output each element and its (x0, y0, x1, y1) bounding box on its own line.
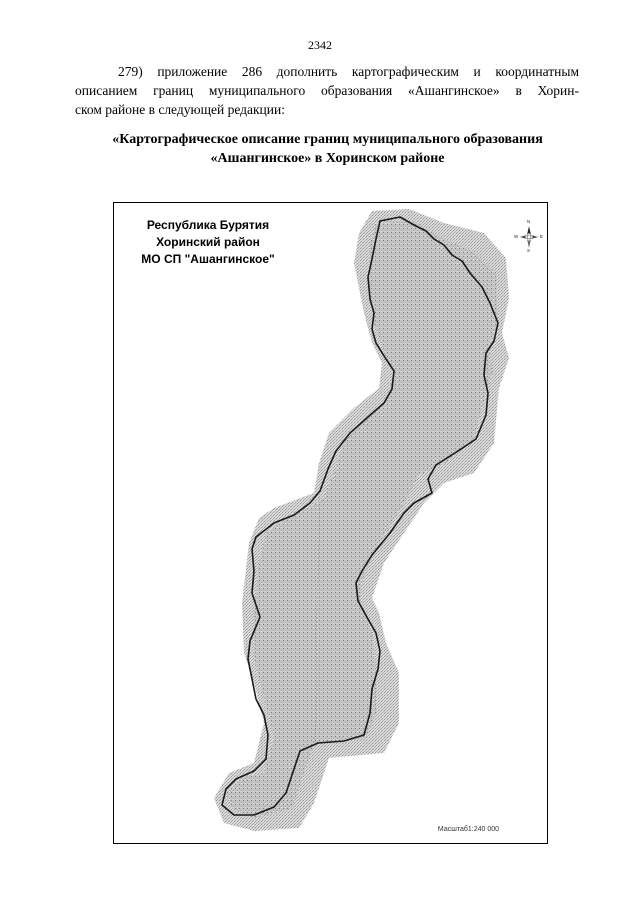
title-line: «Ашангинское» в Хоринском районе (210, 151, 445, 166)
boundary-map (113, 202, 548, 844)
compass-south: S (527, 248, 531, 253)
compass-west: W (514, 234, 519, 239)
compass-rose (514, 220, 544, 254)
amendment-line: 279) приложение 286 дополнить картографическим и координатным (118, 64, 579, 79)
map-graphic (114, 203, 549, 845)
title-line: «Картографическое описание границ муниципального образования (112, 132, 543, 147)
amendment-paragraph (75, 62, 579, 119)
map-heading-line: Республика Бурятия (146, 218, 270, 232)
amendment-line: ском районе в следующей редакции: (75, 102, 285, 117)
page-number: 2342 (308, 38, 332, 52)
map-heading (138, 217, 278, 268)
map-scale: Масштаб1:240 000 (437, 826, 499, 833)
map-heading-line: МО СП "Ашангинское" (141, 252, 275, 266)
compass-east: E (540, 234, 544, 239)
document-title (75, 130, 580, 168)
map-heading-line: Хоринский район (156, 235, 260, 249)
amendment-line: описанием границ муниципального образования «Ашангинское» в Хорин- (75, 83, 579, 98)
compass-north: N (527, 219, 531, 224)
